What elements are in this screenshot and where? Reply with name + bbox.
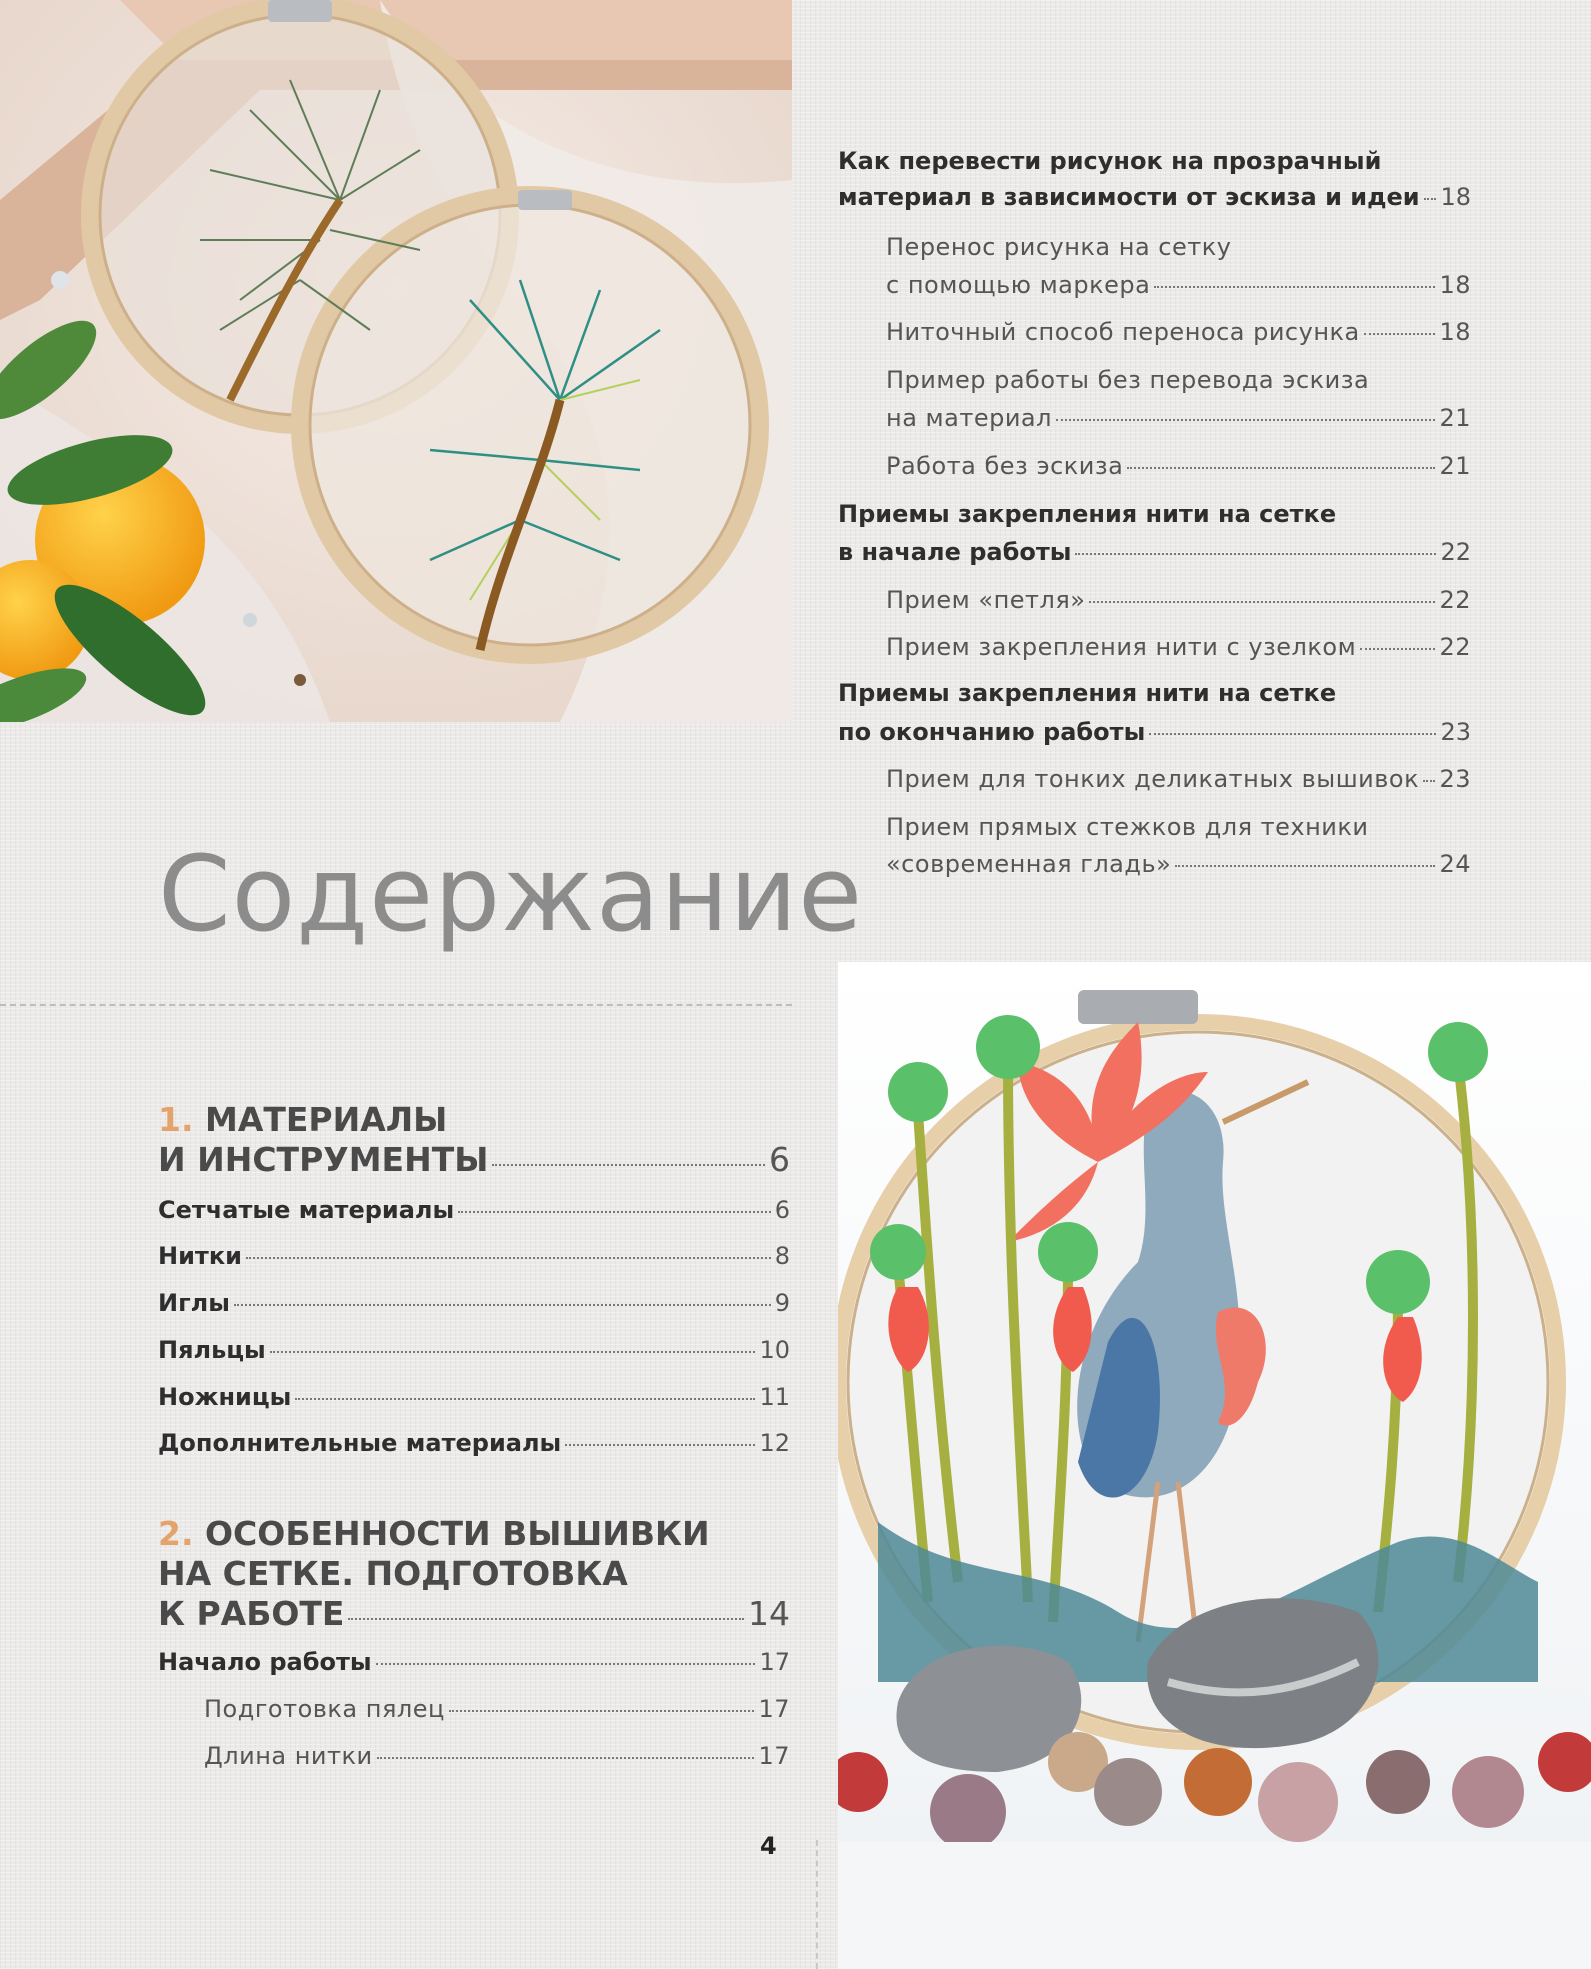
- dot-leader: [1424, 198, 1437, 200]
- dot-leader: [458, 1211, 771, 1213]
- toc-entry[interactable]: [838, 183, 1471, 211]
- toc-entry-title: Сетчатые материалы: [158, 1196, 455, 1224]
- section-title: И ИНСТРУМЕНТЫ: [158, 1140, 489, 1179]
- dot-leader: [1089, 601, 1435, 603]
- toc-entry-title: «современная гладь»: [886, 850, 1172, 878]
- toc-entry-title: Нитки: [158, 1242, 242, 1270]
- dot-leader: [565, 1444, 755, 1446]
- toc-subentry[interactable]: [886, 452, 1471, 480]
- toc-page-number: 6: [769, 1140, 790, 1179]
- dot-leader: [270, 1351, 756, 1353]
- toc-heading-line: Как перевести рисунок на прозрачный: [838, 147, 1382, 175]
- toc-entry-title: Подготовка пялец: [204, 1695, 445, 1723]
- toc-page-number: 11: [759, 1383, 790, 1411]
- toc-entry-title: Прием закрепления нити с узелком: [886, 633, 1357, 661]
- dot-leader: [1364, 333, 1436, 335]
- dot-leader: [1175, 865, 1435, 867]
- toc-page-number: 21: [1439, 452, 1471, 480]
- section-number: 2.: [158, 1514, 194, 1553]
- toc-page-number: 18: [1439, 318, 1471, 346]
- toc-page-number: 22: [1439, 586, 1471, 614]
- toc-entry-title: Ножницы: [158, 1383, 292, 1411]
- toc-page-number: 23: [1440, 718, 1471, 746]
- toc-entry[interactable]: [838, 718, 1471, 746]
- toc-subentry[interactable]: [886, 850, 1471, 878]
- section-title: К РАБОТЕ: [158, 1594, 345, 1633]
- dot-leader: [1360, 648, 1435, 650]
- dot-leader: [492, 1164, 765, 1166]
- dot-leader: [449, 1710, 755, 1712]
- page-title: Содержание: [158, 833, 864, 955]
- toc-entry-title: по окончанию работы: [838, 718, 1146, 746]
- toc-subentry[interactable]: [204, 1695, 790, 1723]
- toc-entry-title: Иглы: [158, 1289, 230, 1317]
- section-title: ОСОБЕННОСТИ ВЫШИВКИ: [205, 1514, 710, 1553]
- toc-entry-title: Работа без эскиза: [886, 452, 1124, 480]
- section-heading-line: НА СЕТКЕ. ПОДГОТОВКА: [158, 1554, 628, 1593]
- dot-leader: [1423, 780, 1435, 782]
- section-number: 1.: [158, 1100, 194, 1139]
- toc-subentry[interactable]: [886, 586, 1471, 614]
- dot-leader: [377, 1757, 755, 1759]
- toc-page-number: 24: [1439, 850, 1471, 878]
- toc-entry-title: Пяльцы: [158, 1336, 266, 1364]
- dot-leader: [376, 1663, 756, 1665]
- toc-subentry-line: Прием прямых стежков для техники: [886, 813, 1369, 841]
- toc-entry-title: в начале работы: [838, 538, 1072, 566]
- dot-leader: [1149, 733, 1436, 735]
- toc-page-number: 9: [774, 1289, 790, 1317]
- dot-leader: [1075, 553, 1436, 555]
- toc-entry[interactable]: [158, 1648, 790, 1676]
- toc-page-number: 22: [1439, 633, 1471, 661]
- section-heading-line: [158, 1514, 710, 1554]
- toc-entry-title: Прием «петля»: [886, 586, 1086, 614]
- pine-embroidery-photo: [0, 0, 792, 722]
- toc-entry-title: Ниточный способ переноса рисунка: [886, 318, 1360, 346]
- toc-entry[interactable]: [158, 1383, 790, 1411]
- toc-subentry-line: Пример работы без перевода эскиза: [886, 366, 1370, 394]
- dot-leader: [246, 1257, 771, 1259]
- toc-page-number: 17: [759, 1648, 790, 1676]
- section-heading-line: [158, 1100, 447, 1140]
- gutter-divider: [816, 1840, 818, 1969]
- toc-page-number: 22: [1440, 538, 1471, 566]
- section-entry[interactable]: [158, 1140, 790, 1180]
- dot-leader: [234, 1304, 771, 1306]
- toc-entry-title: на материал: [886, 404, 1052, 432]
- toc-subentry[interactable]: [886, 318, 1471, 346]
- dot-leader: [1127, 467, 1435, 469]
- toc-entry-title: Дополнительные материалы: [158, 1429, 562, 1457]
- heron-embroidery-photo: [838, 962, 1591, 1969]
- toc-page-number: 12: [759, 1429, 790, 1457]
- toc-heading-line: Приемы закрепления нити на сетке: [838, 679, 1337, 707]
- toc-page-number: 10: [759, 1336, 790, 1364]
- toc-page-number: 6: [774, 1196, 790, 1224]
- toc-page-number: 17: [758, 1742, 790, 1770]
- toc-entry[interactable]: [158, 1242, 790, 1270]
- divider: [0, 1004, 792, 1006]
- toc-page-number: 18: [1440, 183, 1471, 211]
- toc-page-number: 18: [1439, 271, 1471, 299]
- section-title: МАТЕРИАЛЫ: [205, 1100, 448, 1139]
- toc-entry[interactable]: [158, 1289, 790, 1317]
- toc-entry-title: Длина нитки: [204, 1742, 373, 1770]
- toc-subentry[interactable]: [204, 1742, 790, 1770]
- toc-page-number: 21: [1439, 404, 1471, 432]
- page-number: 4: [760, 1832, 777, 1860]
- toc-subentry[interactable]: [886, 404, 1471, 432]
- dot-leader: [1056, 419, 1435, 421]
- toc-entry[interactable]: [158, 1429, 790, 1457]
- toc-subentry-line: Перенос рисунка на сетку: [886, 233, 1232, 261]
- toc-heading-line: Приемы закрепления нити на сетке: [838, 500, 1337, 528]
- toc-entry-title: Прием для тонких деликатных вышивок: [886, 765, 1420, 793]
- toc-page-number: 14: [748, 1594, 790, 1633]
- dot-leader: [1154, 286, 1435, 288]
- toc-entry-title: Начало работы: [158, 1648, 372, 1676]
- toc-page-number: 8: [774, 1242, 790, 1270]
- toc-entry[interactable]: [158, 1196, 790, 1224]
- toc-subentry[interactable]: [886, 765, 1471, 793]
- dot-leader: [348, 1618, 744, 1620]
- toc-entry-title: с помощью маркера: [886, 271, 1151, 299]
- toc-entry-title: материал в зависимости от эскиза и идеи: [838, 183, 1420, 211]
- section-entry[interactable]: [158, 1594, 790, 1634]
- toc-subentry[interactable]: [886, 271, 1471, 299]
- toc-subentry[interactable]: [886, 633, 1471, 661]
- toc-entry[interactable]: [158, 1336, 790, 1364]
- toc-page-number: 17: [758, 1695, 790, 1723]
- toc-page-number: 23: [1439, 765, 1471, 793]
- toc-entry[interactable]: [838, 538, 1471, 566]
- dot-leader: [295, 1398, 755, 1400]
